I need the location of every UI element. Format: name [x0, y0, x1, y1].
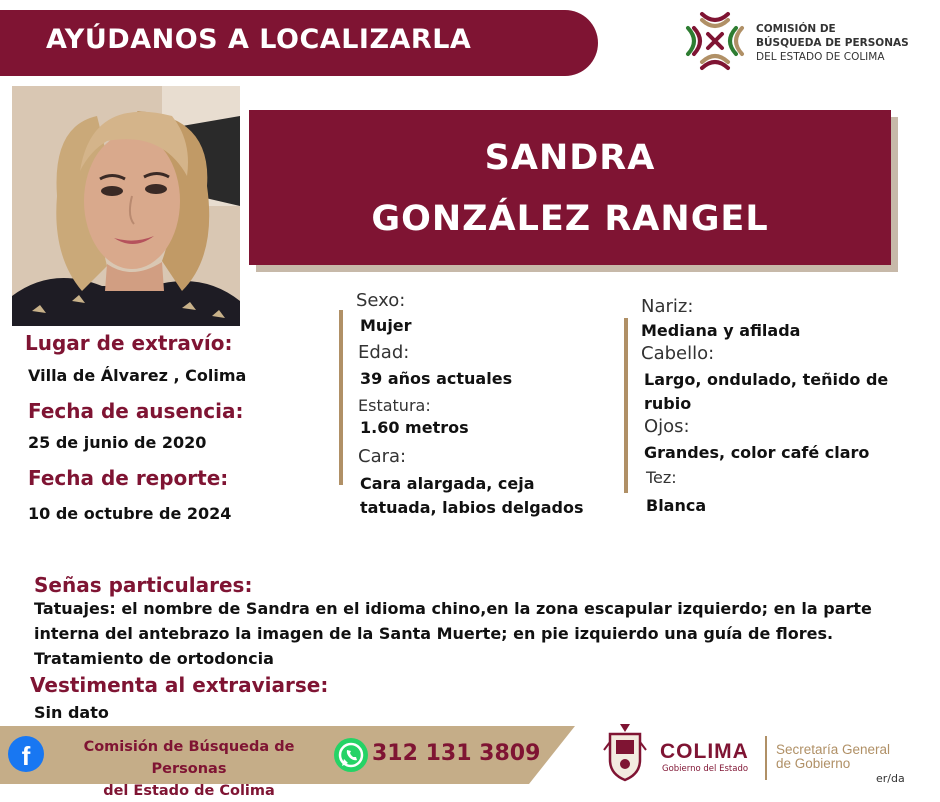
footer-org-line1: Comisión de Búsqueda de Personas [83, 739, 295, 777]
cara-value: Cara alargada, ceja tatuada, labios delgados [360, 474, 584, 517]
report-label: Fecha de reporte: [28, 466, 229, 490]
last-name: GONZÁLEZ RANGEL [371, 199, 769, 239]
sexo-label: Sexo: [356, 290, 406, 311]
location-label: Lugar de extravío: [25, 331, 233, 355]
commission-line3: DEL ESTADO DE COLIMA [756, 51, 885, 63]
estatura-label: Estatura: [358, 396, 431, 415]
cabello-label: Cabello: [641, 343, 715, 364]
colima-crest-icon [602, 720, 648, 782]
senas-title: Señas particulares: [34, 573, 253, 597]
nariz-value: Mediana y afilada [641, 321, 801, 340]
commission-logo-icon [680, 6, 750, 76]
initials: er/da [876, 772, 905, 785]
sexo-value: Mujer [360, 316, 412, 335]
vestimenta-value: Sin dato [34, 703, 109, 722]
absence-label: Fecha de ausencia: [28, 399, 244, 423]
senas-text: Tatuajes: el nombre de Sandra en el idioma chino,en la zona escapular izquierdo; en la parte interna del antebrazo la imagen de la Santa Muerte; en pie izquierdo una guía de flores. Tratamiento de ortodoncia [34, 599, 872, 668]
sgg-line1: Secretaría General [776, 742, 891, 757]
commission-line2: BÚSQUEDA DE PERSONAS [756, 37, 909, 49]
footer-org-line2: del Estado de Colima [103, 783, 275, 799]
tez-value: Blanca [646, 496, 707, 515]
first-name: SANDRA [484, 138, 656, 178]
edad-label: Edad: [358, 342, 410, 363]
secretaria-general [776, 743, 890, 771]
divider-bar-middle [339, 310, 343, 485]
cara-label: Cara: [358, 446, 407, 467]
facebook-icon[interactable]: f [8, 736, 44, 772]
commission-name [756, 22, 909, 64]
footer-org [44, 736, 334, 802]
banner-title: AYÚDANOS A LOCALIZARLA [46, 24, 472, 55]
top-banner [0, 10, 598, 76]
phone-number[interactable]: 312 131 3809 [372, 741, 541, 766]
whatsapp-icon[interactable] [334, 738, 368, 772]
nariz-label: Nariz: [641, 296, 694, 317]
absence-value: 25 de junio de 2020 [28, 433, 207, 452]
colima-subtitle: Gobierno del Estado [662, 764, 749, 774]
estatura-value: 1.60 metros [360, 418, 469, 437]
divider-bar-right [624, 318, 628, 493]
logo-divider [765, 736, 767, 780]
vestimenta-title: Vestimenta al extraviarse: [30, 673, 329, 697]
name-box [249, 110, 891, 265]
cabello-value: Largo, ondulado, teñido de rubio [644, 370, 889, 413]
sgg-line2: de Gobierno [776, 756, 851, 771]
location-value: Villa de Álvarez , Colima [28, 366, 247, 385]
ojos-label: Ojos: [644, 416, 690, 437]
colima-wordmark: COLIMA [660, 740, 749, 763]
edad-value: 39 años actuales [360, 369, 513, 388]
tez-label: Tez: [646, 468, 677, 487]
commission-line1: COMISIÓN DE [756, 23, 836, 35]
person-photo [12, 86, 240, 326]
report-value: 10 de octubre de 2024 [28, 504, 232, 523]
ojos-value: Grandes, color café claro [644, 443, 870, 462]
